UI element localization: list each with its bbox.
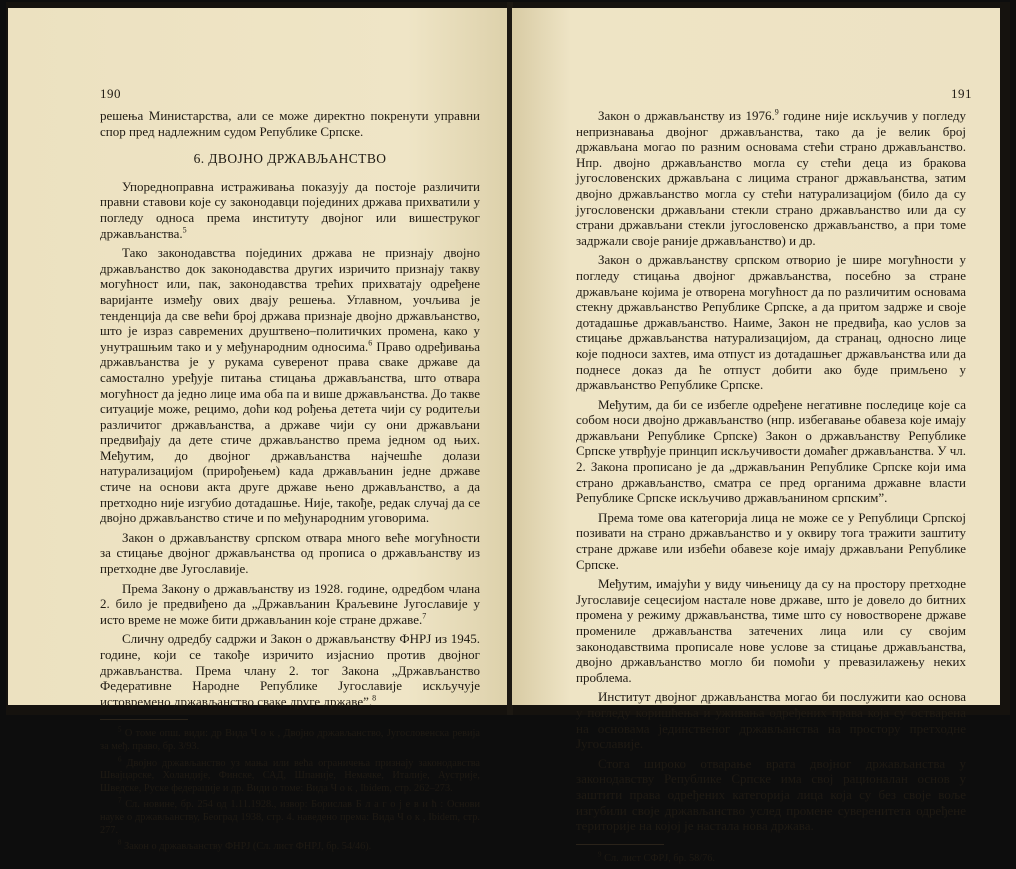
section-heading: 6. ДВОЈНО ДРЖАВЉАНСТВО [193,151,387,167]
footnote-ref[interactable]: 5 [182,225,187,235]
paragraph: Закон о држављанству српском отворио је шире могућности у погледу стицања двојног држављанства, посебно за стране држављане којима је отворена могућност да по различитим основама стекну држављанство Републике Српске, а да притом задрже и своје дотадашње држављанство. Наиме, Закон не предвиђа, као услов за стицање држављанства натурализацијом, да странац, односно лице које подноси захтев, има отпуст из дотадашњег држављанства или да поднесе доказ да ће отпуст добити ако буде примљено у држављанство Републике Српске. [576,252,966,393]
paragraph: Закон о држављанству из 1976.$^9$ године није искључив у погледу непризнавања двојног држављанства, тако да је велик број држављана могао по разним основама стећи страно држављанство. Нпр. двојно држављанство могла су стећи деца из бракова југословенских држављана с лицима страног држављанства, затим двојно држављанство могла су стећи натурализацијом (било да су југословенски држављани стекли страно држављанство или да су страни држављани стекли југословенско држављанство, а при томе задржали своје раније држављанство) и др. [576,107,966,248]
paragraph: Стога широко отварање врата двојног држављанства у законодавству Републике Српске има свој рационалан основ у заштити права одређених категорија лица која су без своје воље изгубили своје држављанство услед промене суверенитета одређене територије на којој је настала нова држава. [576,755,966,834]
paragraph: Међутим, да би се избегле одређене негативне последице које са собом носи двојно држављанство (нпр. избегавање обавеза које имају држављани Републике Српске) Закон о држављанству Републике Српске утврђује принцип искључивости домаћег држављанства. У чл. 2. Закона прописано је да „држављанин Републике Српске који има страно држављанство, сматра се пред органима државне власти Републике Српске искључиво држављанином српским”. [576,396,966,506]
footnote-ref[interactable]: 8 [372,693,377,703]
footnote: $^8$ Закон о држављанству ФНРЈ (Сл. лист ФНРЈ, бр. 54/46). [118,838,372,853]
paragraph: Сличну одредбу садржи и Закон о држављанству ФНРЈ из 1945. године, који се такође изричито изјаснио против двојног држављанства. Према члану 2. тог Закона „Држављанство Федеративне Народне Републике Југославије искључује истовремено држављанство сваке друге државе”.$^8$ [100,631,480,709]
footnote-ref[interactable]: 9 [774,107,779,117]
left-page [8,8,508,853]
page-body [100,108,480,858]
footnote: $^5$ О томе опш. види: др Вида Ч о к , Двојно држављанство, Југословенска ревија за међ. право, бр. 3/93. [100,725,480,752]
paragraph: решења Министарства, али се може директно покренути управни спор пред надлежним судом Републике Српске. [100,108,480,139]
footnote: $^6$ Двојно држављанство уз мања или већа ограничења признају законодавства Швајцарске, Холандије, Финске, САД, Шпаније, Немачке, Италије, Аустрије, Шведске, Руске федерације и др. Види о томе: Вида Ч о к , Ibidem, стр. 262–273. [100,755,480,794]
paragraph: Упоредноправна истраживања показују да постоје различити правни ставови које су законодавци појединих држава прихватили у погледу односа према институту двојног или вишеструког држављанства.$^5$ [100,178,480,241]
footnote-ref[interactable]: 6 [368,338,373,348]
paragraph: Закон о држављанству српском отвара много веће могућности за стицање двојног држављанства од прописа о држављанству из претходне две Југославије. [100,529,480,577]
page-number: 191 [951,86,972,101]
paragraph: Према томе ова категорија лица не може се у Републици Српској позивати на страно држављанство и у оквиру тога тражити заштиту стране државе или избећи обавезе које имају држављани Републике Српске. [576,509,966,572]
footnote-divider [576,844,664,845]
footnote-ref[interactable]: 7 [422,611,427,621]
footnote: $^9$ Сл. лист СФРЈ, бр. 58/76. [598,850,715,864]
footnote-divider [100,719,188,720]
paragraph: Међутим, имајући у виду чињеницу да су на простору претходне Југославије сецесијом настале нове државе, што је довело до битних промена у режиму држављанства, тиме што су новостворене државе промениле држављанства затечених лица или су својим законодавствима прописале нове услове за стицање држављанства, двојно држављанство могло би помоћи у превазилажењу неких проблема. [576,576,966,685]
right-page [512,8,1000,864]
footnote: $^7$ Сл. новине, бр. 254 од 1.11.1928., извор: Борислав Б л а г о ј е в и ћ : Основи науке о држављанству, Београд 1938, стр. 4. наведено према: Вида Ч о к , Ibidem, стр. 277. [100,796,481,836]
paragraph: Институт двојног држављанства могао би послужити као основа у погледу коришћења и уживања одређених права која су остварена на основама јединственог држављанства на простору претходне Југославије. [576,689,966,752]
paragraph: Према Закону о држављанству из 1928. године, одредбом члана 2. било је предвиђено да „Држављанин Краљевине Југославије у исто време не може бити држављанин које стране државе.$^7$ [100,580,480,627]
page-body [576,108,966,869]
paragraph: Тако законодавства појединих држава не признају двојно држављанство док законодавства других изричито признају такву могућност или, пак, законодавства трећих прихватају одређене варијанте између ових двају решења. Углавном, уочљива је тенденција да све већи број држава признаје двојно држављанство, што је израз савремених друштвено–политичких промена, како у унутрашњим тако и у међународним односима.$^6$ Право одређивања држављанства је у рукама суверенот права сваке државе да самостално уређује питања стицања држављанства, што отвара могућност да једно лице има оба па и више држављанства. До такве ситуације може, рецимо, доћи код рођења детета чији су родитељи различитог држављанства, а државе чији су они држављани предвиђају да дете стиче држављанство према једном од њих. Међутим, до двојног држављанства најчешће долази натурализацијом (прирођењем) када држављанин једне државе стиче на основи акта друге државе њено држављанство, а да претходно није изгубио дотадашње. Није, такође, редак случај да се двојно држављанство стиче и по међународним уговорима. [100,245,480,526]
page-number: 190 [100,86,121,101]
